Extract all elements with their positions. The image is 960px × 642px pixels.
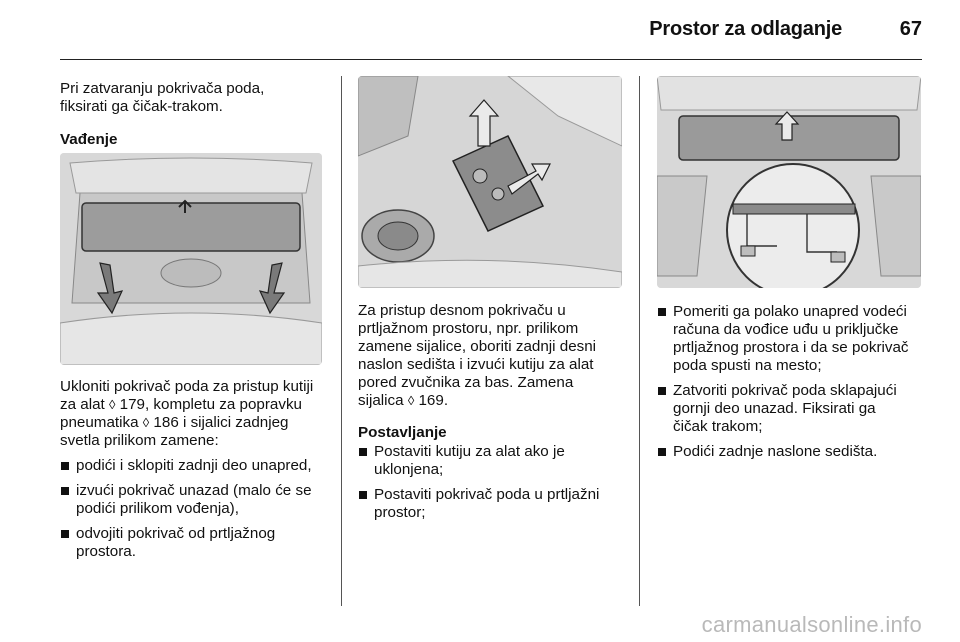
body-line [358, 392, 628, 410]
column-1 [60, 80, 330, 149]
page-ref-icon: ◊ [142, 415, 150, 430]
bullet-list [358, 443, 628, 522]
text-segment: . [443, 392, 449, 409]
intro-line: fiksirati ga čičak-trakom. [60, 98, 223, 115]
list-item: izvući pokrivač unazad (malo će se podići prilikom vođenja), [60, 482, 330, 518]
page-ref-link[interactable]: 169 [418, 392, 444, 409]
header-rule [60, 59, 922, 60]
list-item: Podići zadnje naslone sedišta. [657, 443, 927, 461]
page-number: 67 [899, 18, 922, 40]
column-1-body [60, 378, 330, 561]
body-line: svetla prilikom zamene: [60, 432, 219, 449]
column-divider-1 [341, 76, 342, 606]
page-header [0, 0, 960, 62]
text-segment: pneumatika [60, 414, 143, 431]
intro-line: Pri zatvaranju pokrivača poda, [60, 80, 265, 97]
page-ref-icon: ◊ [108, 397, 116, 412]
bullet-list [60, 457, 330, 561]
list-item: Postaviti kutiju za alat ako je uklonjena; [358, 443, 628, 479]
bullet-list [657, 303, 927, 461]
figure-floor-cover-install [657, 76, 921, 288]
section-heading-install: Postavljanje [358, 424, 447, 441]
column-divider-2 [639, 76, 640, 606]
figure-toolbox [358, 76, 622, 288]
floor-cover-install-illustration [657, 76, 921, 288]
trunk-floor-cover-illustration [60, 153, 322, 365]
body-line: zamene sijalice, oboriti zadnji desni [358, 338, 597, 355]
list-item: Zatvoriti pokrivač poda sklapajući gornji deo unazad. Fiksirati ga čičak trakom; [657, 382, 927, 436]
list-item: Postaviti pokrivač poda u prtljažni prostor; [358, 486, 628, 522]
body-line [60, 396, 330, 414]
body-line: pored zvučnika za bas. Zamena [358, 374, 574, 391]
text-segment: , kompletu za popravku [144, 396, 303, 413]
figure-trunk-floor-cover [60, 153, 322, 365]
column-3 [657, 296, 927, 461]
body-line: prtljažnom prostoru, npr. prilikom [358, 320, 579, 337]
text-segment: sijalica [358, 392, 408, 409]
body-line: Za pristup desnom pokrivaču u [358, 302, 566, 319]
column-2 [358, 302, 628, 522]
body-line [60, 414, 330, 432]
page-ref-link[interactable]: 186 [153, 414, 179, 431]
list-item: odvojiti pokrivač od prtljažnog prostora. [60, 525, 330, 561]
body-line: Ukloniti pokrivač poda za pristup kutiji [60, 378, 314, 395]
body-line: naslon sedišta i izvući kutiju za alat [358, 356, 594, 373]
section-heading-removal: Vađenje [60, 131, 118, 148]
list-item: Pomeriti ga polako unapred vodeći računa da vođice uđu u priključke prtljažnog prostora i da se pokrivač poda spusti na mesto; [657, 303, 927, 375]
watermark: carmanualsonline.info [701, 612, 922, 637]
list-item: podići i sklopiti zadnji deo unapred, [60, 457, 330, 475]
page-ref-icon: ◊ [407, 393, 415, 408]
page-ref-link[interactable]: 179 [119, 396, 145, 413]
text-segment: za alat [60, 396, 109, 413]
text-segment: i sijalici zadnjeg [178, 414, 289, 431]
page-title: Prostor za odlaganje [649, 18, 842, 40]
toolbox-illustration [358, 76, 622, 288]
